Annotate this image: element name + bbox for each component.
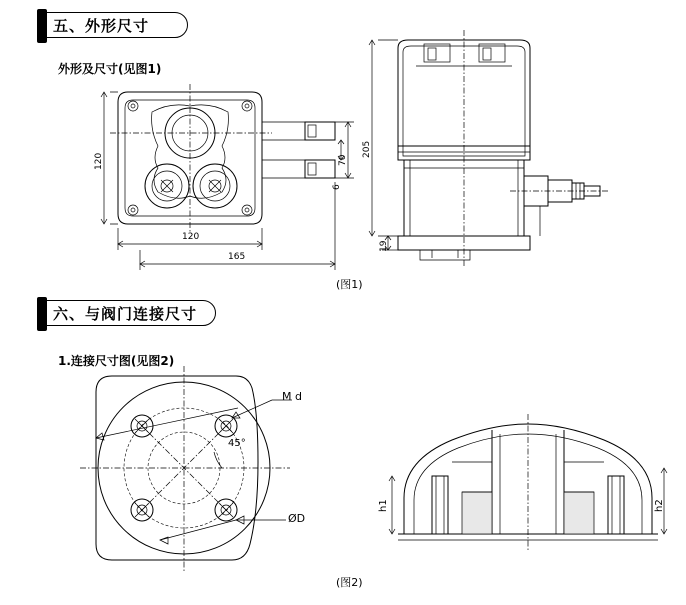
label-bolt-angle: 45° (228, 438, 246, 449)
document-page: 五、外形尺寸 外形及尺寸(见图1) 120 120 165 70 6 205 19 (图1) 六、与阀门连接尺寸 1.连接尺寸图(见图2) M d 45° ØD h1 h2 (图2) (0, 0, 686, 605)
dim-overall-width: 165 (228, 252, 246, 262)
subtitle-outline: 外形及尺寸(见图1) (58, 62, 162, 76)
figure2-caption: (图2) (336, 576, 363, 589)
dim-front-width: 120 (182, 232, 200, 242)
valve-section-view (389, 414, 667, 552)
section-heading-text-2: 六、与阀门连接尺寸 (53, 304, 198, 323)
figure1-caption: (图1) (336, 278, 363, 291)
section-heading-text: 五、外形尺寸 (53, 16, 150, 35)
label-bolt-thread: M d (282, 390, 302, 403)
subtitle-connection: 1.连接尺寸图(见图2) (58, 354, 175, 368)
label-bolt-circle-diameter: ØD (288, 512, 306, 525)
bolt-pattern-plan (80, 366, 292, 572)
